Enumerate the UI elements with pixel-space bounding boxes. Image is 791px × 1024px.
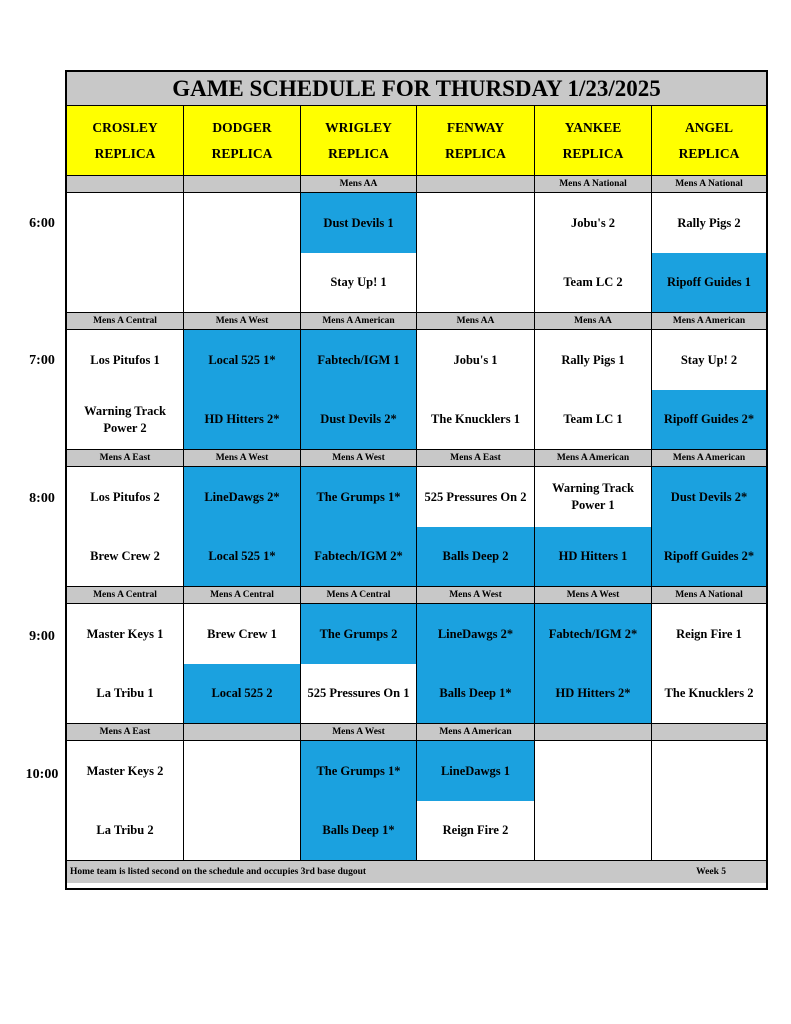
home-team-cell: Dust Devils 2* (301, 390, 417, 450)
visiting-team-cell: LineDawgs 2* (417, 604, 535, 664)
visiting-team-cell: The Grumps 2 (301, 604, 417, 664)
division-label (652, 724, 766, 741)
visiting-team-cell: Rally Pigs 2 (677, 215, 741, 230)
home-team-cell (652, 801, 766, 861)
home-team-cell: Reign Fire 2 (417, 801, 535, 861)
visiting-team-cell (417, 193, 535, 253)
home-team-note: Home team is listed second on the schedule and occupies 3rd base dugout (70, 867, 367, 877)
visiting-team-cell (67, 193, 184, 253)
time-slot-label: 9:00 (29, 629, 55, 644)
home-team-cell: Brew Crew 2 (67, 527, 184, 587)
division-label: Mens A West (535, 587, 652, 604)
visiting-team-cell: Los Pitufos 1 (67, 330, 184, 390)
division-label: Mens A Central (67, 587, 184, 604)
home-team-cell: Fabtech/IGM 2* (301, 527, 417, 587)
home-team-cell: Ripoff Guides 1 (652, 253, 766, 313)
visiting-team-cell (184, 193, 301, 253)
home-team-cell: HD Hitters 2* (535, 664, 652, 724)
division-label: Mens A West (301, 450, 417, 467)
field-subtitle: REPLICA (445, 145, 506, 161)
field-subtitle: REPLICA (211, 145, 273, 161)
home-team-cell: Local 525 1* (184, 527, 301, 587)
division-label: Mens A West (184, 450, 301, 467)
home-team-cell: The Knucklers 2 (652, 664, 766, 724)
visiting-team-cell: 525 Pressures On 2 (417, 467, 535, 527)
visiting-team-cell: Stay Up! 2 (680, 352, 738, 367)
visiting-team-cell: The Grumps 1* (301, 741, 417, 801)
home-team-cell: La Tribu 1 (67, 664, 184, 724)
field-name: WRIGLEY (325, 119, 392, 135)
field-header-fenway (417, 106, 535, 176)
home-team-cell (535, 801, 652, 861)
home-team-cell: Balls Deep 1* (301, 801, 417, 861)
home-team-cell: Balls Deep 1* (417, 664, 535, 724)
division-label: Mens A American (301, 313, 417, 330)
visiting-team-cell: Reign Fire 1 (676, 626, 742, 641)
home-team-cell: Warning Track Power 2 (67, 390, 184, 450)
visiting-team-cell: Fabtech/IGM 1 (301, 330, 417, 390)
home-team-cell: Stay Up! 1 (301, 253, 417, 313)
division-label: Mens A National (652, 587, 766, 604)
division-label: Mens A East (417, 450, 535, 467)
division-label (184, 176, 301, 193)
home-team-cell: HD Hitters 2* (184, 390, 301, 450)
division-label: Mens A American (652, 450, 766, 467)
division-label: Mens AA (301, 176, 417, 193)
division-label (184, 724, 301, 741)
division-label: Mens AA (535, 313, 652, 330)
home-team-cell: La Tribu 2 (67, 801, 184, 861)
visiting-team-cell: LineDawgs 1 (417, 741, 535, 801)
field-name: YANKEE (564, 119, 622, 135)
field-name: CROSLEY (92, 119, 158, 135)
field-name: ANGEL (684, 119, 733, 135)
field-subtitle: REPLICA (678, 145, 740, 161)
visiting-team-cell: Master Keys 1 (67, 604, 184, 664)
home-team-cell (67, 253, 184, 313)
field-header-yankee (535, 106, 652, 176)
visiting-team-cell: Jobu's 1 (417, 330, 535, 390)
home-team-cell: Local 525 2 (184, 664, 301, 724)
field-subtitle: REPLICA (94, 145, 156, 161)
visiting-team-cell: Brew Crew 1 (184, 604, 301, 664)
field-subtitle: REPLICA (562, 145, 624, 161)
field-header-wrigley (301, 106, 417, 176)
field-name: FENWAY (446, 119, 505, 135)
field-header-angel (652, 106, 766, 176)
visiting-team-cell: Dust Devils 2* (652, 467, 766, 527)
visiting-team-cell: Master Keys 2 (67, 741, 184, 801)
field-name: DODGER (212, 119, 272, 135)
week-label: Week 5 (696, 867, 726, 877)
visiting-team-cell (184, 741, 301, 801)
division-label: Mens A West (184, 313, 301, 330)
division-label: Mens A West (301, 724, 417, 741)
division-label: Mens A American (417, 724, 535, 741)
division-label (67, 176, 184, 193)
division-label: Mens AA (417, 313, 535, 330)
field-header-dodger (184, 106, 301, 176)
schedule-sheet (65, 70, 768, 890)
time-slot-label: 10:00 (25, 767, 59, 782)
home-team-cell: HD Hitters 1 (535, 527, 652, 587)
division-label: Mens A Central (184, 587, 301, 604)
home-team-cell (417, 253, 535, 313)
home-team-cell: Balls Deep 2 (417, 527, 535, 587)
home-team-cell: 525 Pressures On 1 (301, 664, 417, 724)
division-label: Mens A Central (67, 313, 184, 330)
time-slot-label: 6:00 (29, 216, 55, 231)
visiting-team-cell: Los Pitufos 2 (67, 467, 184, 527)
division-label (535, 724, 652, 741)
visiting-team-cell: Rally Pigs 1 (535, 330, 652, 390)
division-label: Mens A National (535, 176, 652, 193)
field-subtitle: REPLICA (328, 145, 389, 161)
division-label: Mens A National (652, 176, 766, 193)
visiting-team-cell: The Grumps 1* (301, 467, 417, 527)
home-team-cell: The Knucklers 1 (417, 390, 535, 450)
home-team-cell: Team LC 1 (535, 390, 652, 450)
visiting-team-cell: Fabtech/IGM 2* (535, 604, 652, 664)
home-team-cell: Ripoff Guides 2* (652, 527, 766, 587)
home-team-cell (184, 801, 301, 861)
visiting-team-cell: LineDawgs 2* (184, 467, 301, 527)
home-team-cell (184, 253, 301, 313)
division-label: Mens A East (67, 450, 184, 467)
visiting-team-cell: Dust Devils 1 (301, 193, 417, 253)
division-label: Mens A East (67, 724, 184, 741)
page-title: GAME SCHEDULE FOR THURSDAY 1/23/2025 (67, 72, 766, 106)
division-label: Mens A American (535, 450, 652, 467)
time-slot-label: 7:00 (29, 353, 55, 368)
footer-bar (67, 861, 766, 883)
time-slot-label: 8:00 (29, 491, 55, 506)
field-header-crosley (67, 106, 184, 176)
visiting-team-cell: Warning Track Power 1 (535, 467, 652, 527)
division-label (417, 176, 535, 193)
division-label: Mens A American (652, 313, 766, 330)
division-label: Mens A Central (301, 587, 417, 604)
visiting-team-cell: Local 525 1* (184, 330, 301, 390)
home-team-cell: Ripoff Guides 2* (652, 390, 766, 450)
division-label: Mens A West (417, 587, 535, 604)
visiting-team-cell (652, 741, 766, 801)
home-team-cell: Team LC 2 (535, 253, 652, 313)
visiting-team-cell (535, 741, 652, 801)
visiting-team-cell: Jobu's 2 (535, 193, 652, 253)
